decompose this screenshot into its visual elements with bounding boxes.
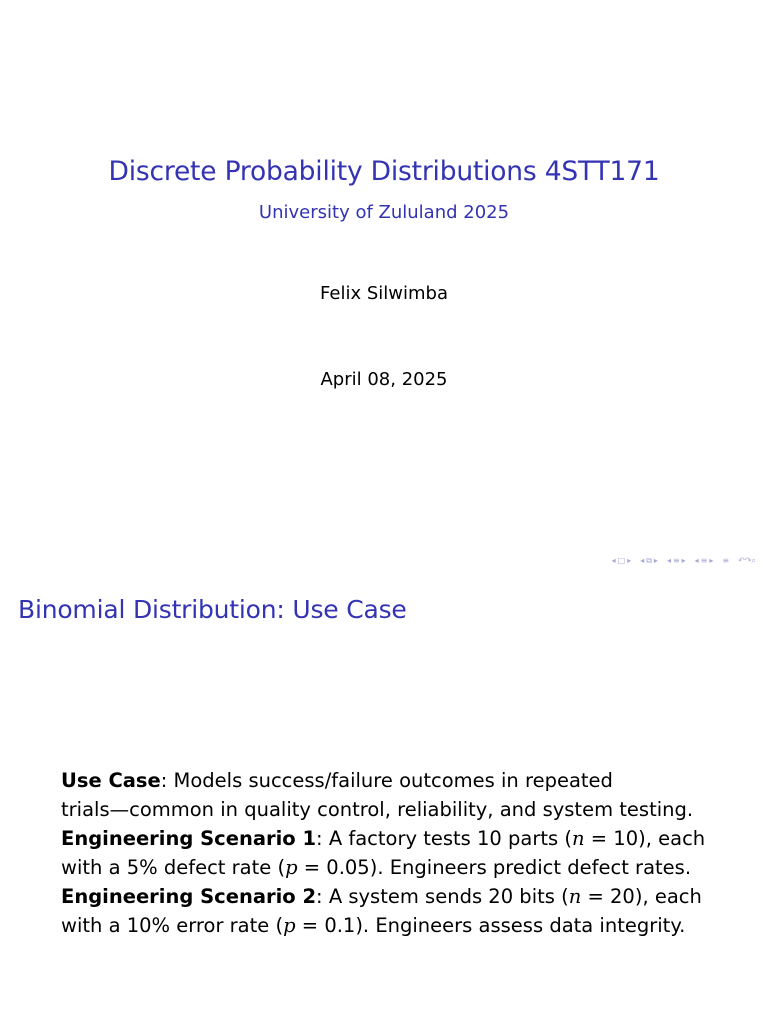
scenario-2-n-symbol: n — [568, 885, 582, 908]
scenario-1-p-value: = 0.05). Engineers predict defect rates. — [297, 856, 692, 879]
scenario-2-paragraph — [61, 882, 751, 940]
scenario-2-p-value: = 0.1). Engineers assess data integrity. — [295, 914, 686, 937]
scenario-2-text-b: with a 10% error rate ( — [61, 914, 284, 937]
presentation-date: April 08, 2025 — [320, 369, 448, 390]
author-name: Felix Silwimba — [320, 283, 448, 304]
use-case-text-line-2: trials—common in quality control, reliability, and system testing. — [61, 798, 694, 821]
document-icon[interactable]: ≡ — [722, 556, 730, 565]
section-back-icon[interactable]: ◂ — [666, 556, 671, 565]
frame-back-icon[interactable]: ◂ — [611, 556, 616, 565]
scenario-2-p-symbol: p — [283, 914, 296, 937]
scenario-1-n-value: = 10), each — [584, 827, 706, 850]
use-case-label: Use Case — [61, 769, 161, 792]
scenario-2-text-a: : A system sends 20 bits ( — [316, 885, 569, 908]
search-icon[interactable]: ↶↷⌕ — [738, 556, 756, 565]
use-case-paragraph — [61, 766, 751, 824]
frame-forward-icon[interactable]: ▸ — [627, 556, 632, 565]
scenario-2-n-value: = 20), each — [581, 885, 702, 908]
subsection-forward-icon[interactable]: ▸ — [653, 556, 658, 565]
subsection-icon[interactable]: ⧉ — [646, 556, 652, 565]
content-slide — [0, 577, 768, 1024]
beamer-navigation-bar — [612, 556, 758, 566]
use-case-text-line-1: : Models success/failure outcomes in repeated — [160, 769, 613, 792]
section-end-icon[interactable]: ▸ — [709, 556, 714, 565]
section-forward-icon[interactable]: ▸ — [681, 556, 686, 565]
scenario-1-paragraph — [61, 824, 751, 882]
scenario-1-text-b: with a 5% defect rate ( — [61, 856, 286, 879]
presentation-title: Discrete Probability Distributions 4STT171 — [108, 156, 660, 187]
scenario-1-p-symbol: p — [285, 856, 298, 879]
presentation-subtitle: University of Zululand 2025 — [258, 202, 510, 223]
frame-title: Binomial Distribution: Use Case — [18, 595, 407, 624]
frame-icon[interactable]: □ — [617, 556, 626, 565]
scenario-1-text-a: : A factory tests 10 parts ( — [316, 827, 572, 850]
slide-body — [61, 766, 751, 940]
scenario-1-label: Engineering Scenario 1 — [61, 827, 317, 850]
scenario-2-label: Engineering Scenario 2 — [61, 885, 317, 908]
subsection-back-icon[interactable]: ◂ — [694, 556, 699, 565]
section-icon[interactable]: ≡ — [672, 556, 680, 565]
subsection-back-icon[interactable]: ◂ — [640, 556, 645, 565]
subsection-icon[interactable]: ≡ — [700, 556, 708, 565]
scenario-1-n-symbol: n — [572, 827, 585, 850]
